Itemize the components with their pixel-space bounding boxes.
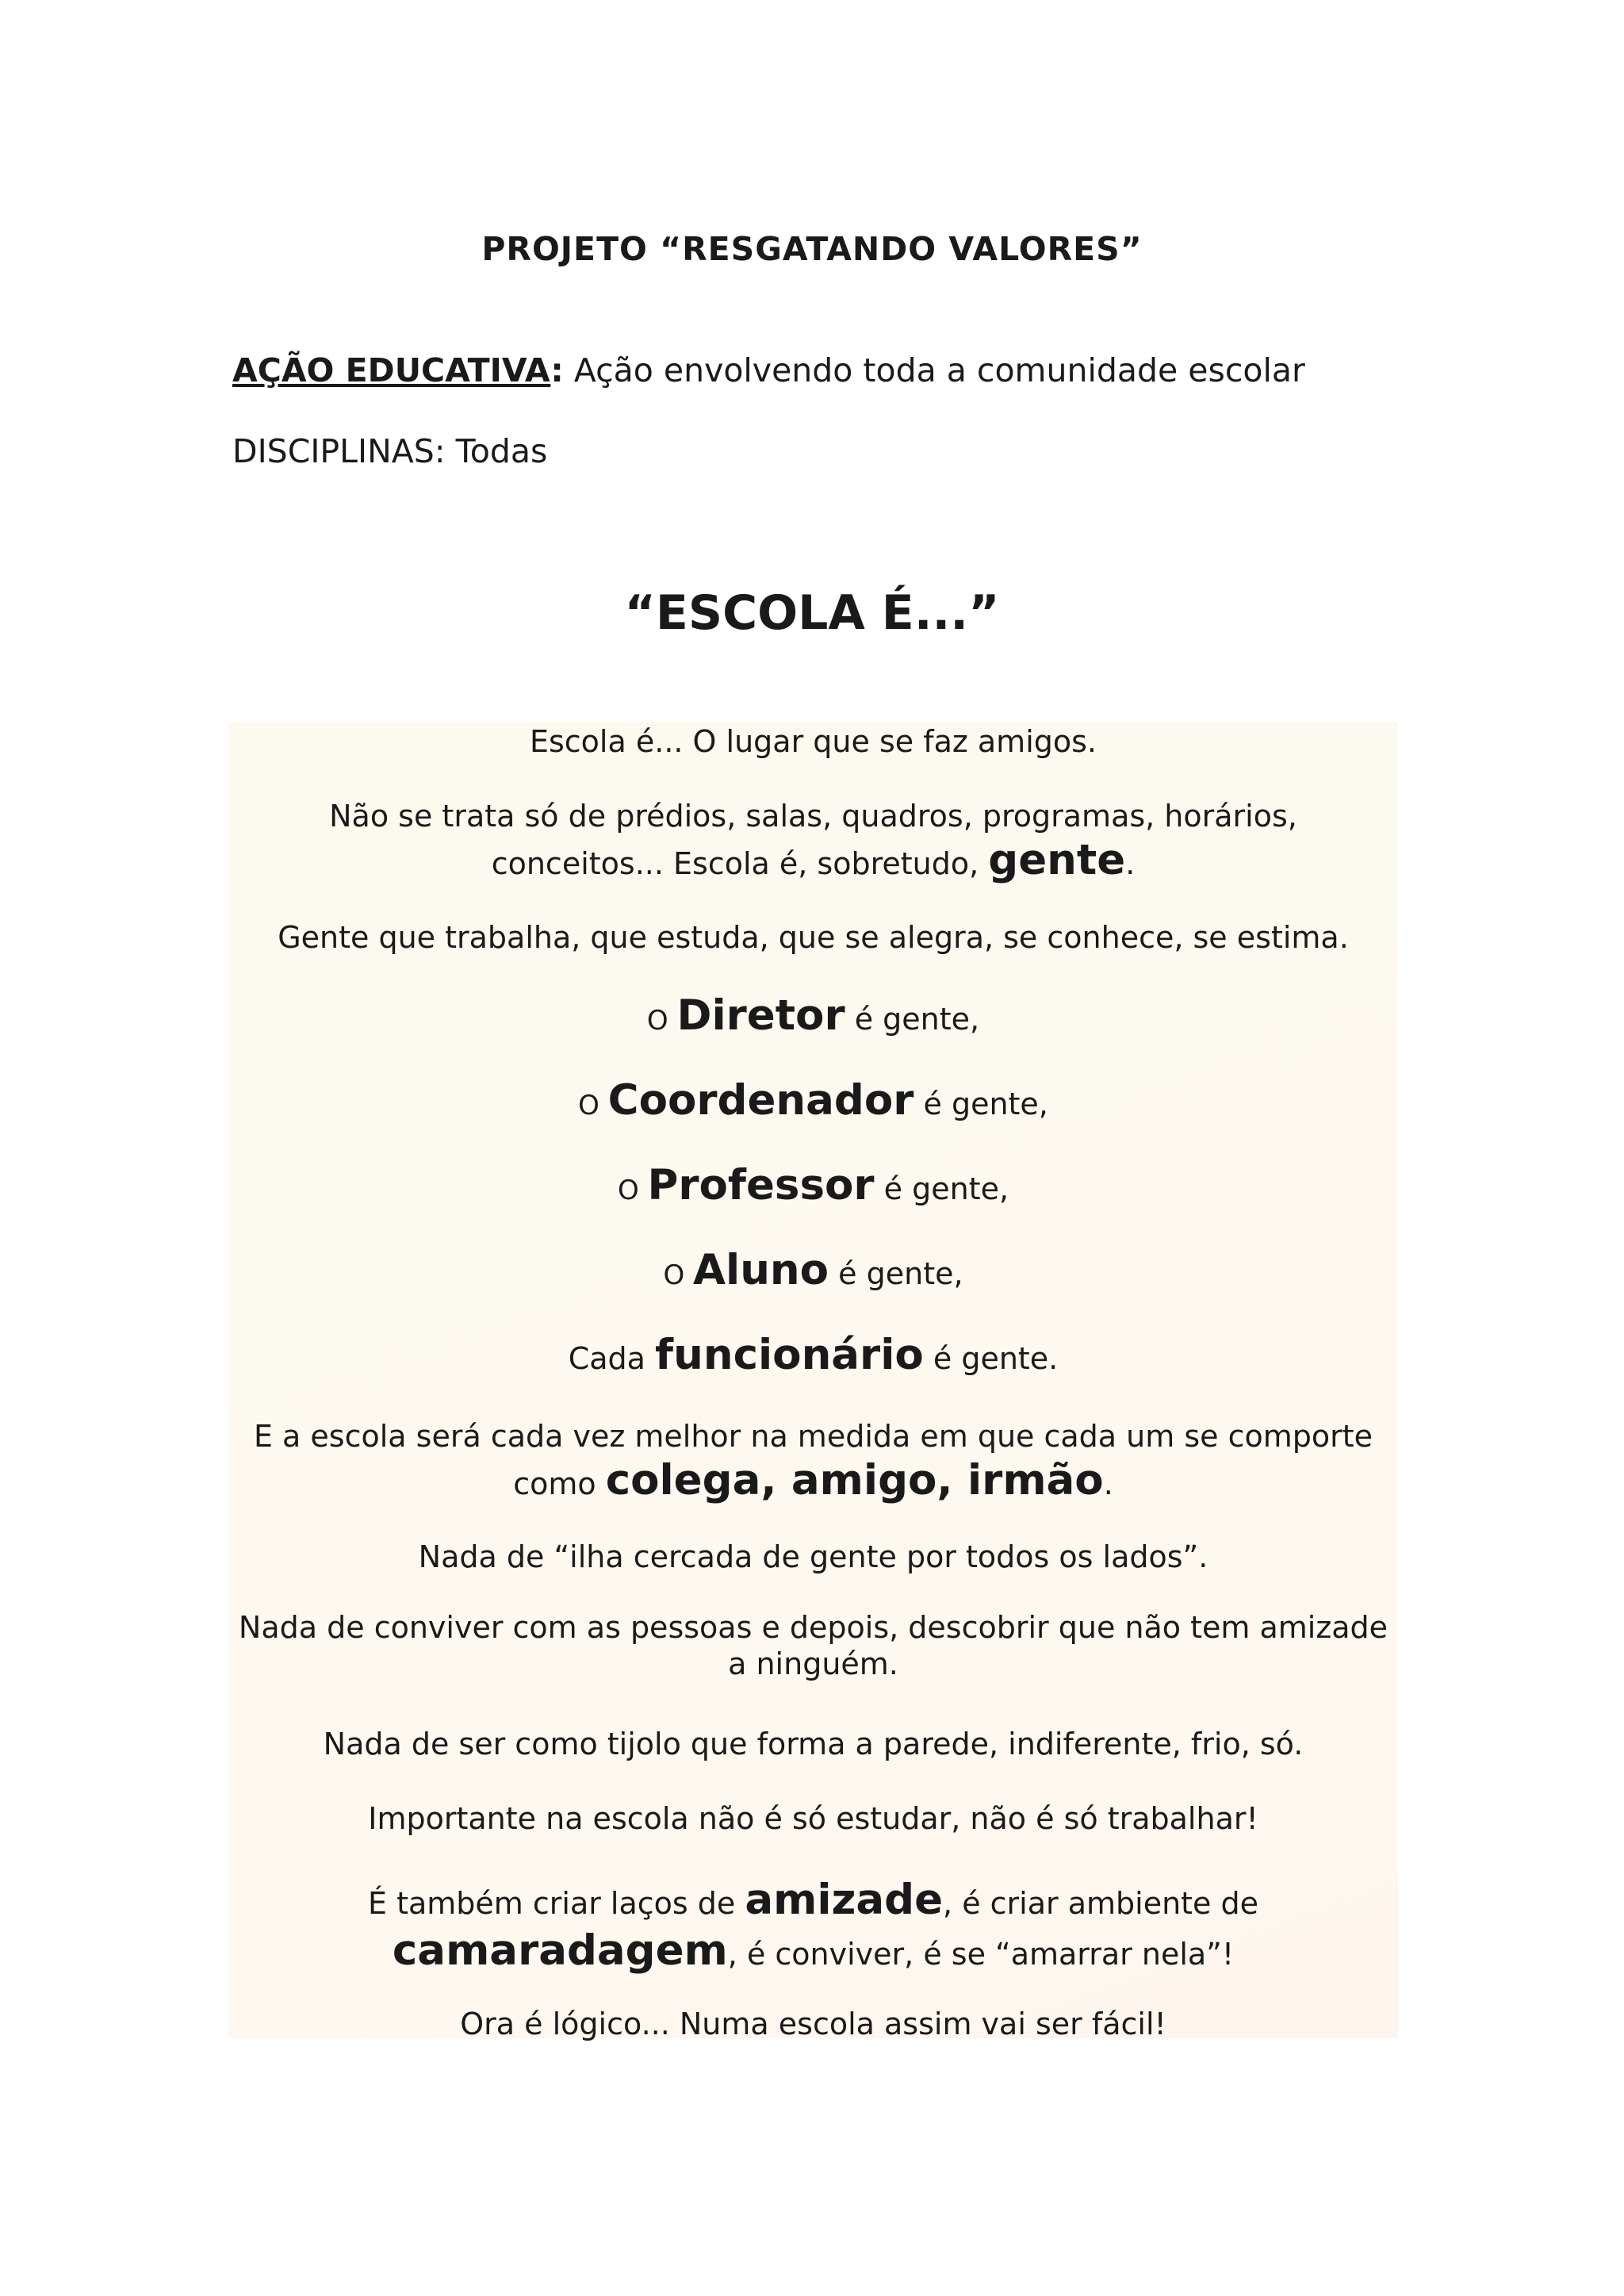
poem-line-3: Gente que trabalha, que estuda, que se alegra, se conhece, se estima. [278, 920, 1349, 955]
disciplinas-line: DISCIPLINAS: Todas [232, 432, 548, 470]
poem-text: O [578, 1090, 608, 1121]
poem-line-1: Escola é... O lugar que se faz amigos. [529, 724, 1097, 759]
poem-line-12: Nada de ser como tijolo que forma a parede, indiferente, frio, só. [323, 1727, 1304, 1761]
poem-line-funcionario [228, 1333, 1398, 1381]
poem-line-14a [228, 1876, 1398, 1927]
poem-text: O [646, 1005, 677, 1037]
poem-line-14b [228, 1927, 1398, 1978]
poem-text: , é criar ambiente de [943, 1886, 1259, 1921]
poem-line-10: Nada de “ilha cercada de gente por todos os lados”. [418, 1539, 1208, 1574]
poem-line-aluno [228, 1248, 1398, 1297]
poem-text: É também criar laços de [367, 1886, 745, 1921]
poem-text: é gente. [923, 1341, 1059, 1376]
poem-line-11b: a ninguém. [728, 1646, 898, 1681]
emphasis-coordenador: Coordenador [607, 1076, 914, 1125]
poem-line-coordenador [228, 1076, 1398, 1128]
poem-text: conceitos... Escola é, sobretudo, [491, 846, 989, 881]
poem-line-11a: Nada de conviver com as pessoas e depois, descobrir que não tem amizade [238, 1610, 1388, 1645]
acao-educativa-label: AÇÃO EDUCATIVA [232, 351, 551, 389]
poem-line-diretor [228, 991, 1398, 1043]
emphasis-diretor: Diretor [676, 991, 845, 1040]
poem-text: O [663, 1259, 694, 1291]
poem-text: O [617, 1175, 648, 1206]
poem-line-2 [228, 794, 1398, 886]
poem-text: é gente, [829, 1256, 963, 1291]
poem-text: , é conviver, é se “amarrar nela”! [727, 1937, 1235, 1972]
poem-line-9 [228, 1414, 1398, 1506]
acao-educativa-line [232, 351, 1305, 389]
emphasis-gente: gente [988, 836, 1126, 884]
poem-line-14 [228, 1876, 1398, 1978]
poem-line-9b [228, 1458, 1398, 1506]
acao-colon: : [550, 351, 564, 389]
page-title: PROJETO “RESGATANDO VALORES” [481, 230, 1143, 268]
poem-line-13: Importante na escola não é só estudar, não é só trabalhar! [368, 1801, 1258, 1836]
poem-text: . [1103, 1466, 1113, 1501]
poem-line-11 [228, 1609, 1398, 1682]
poem-line-2b [228, 838, 1398, 886]
poem-text: é gente, [845, 1002, 980, 1037]
poem-text: é gente, [874, 1171, 1009, 1206]
poem-line-2a: Não se trata só de prédios, salas, quadros, programas, horários, [329, 799, 1297, 834]
emphasis-professor: Professor [647, 1161, 875, 1209]
poem-text: . [1125, 846, 1136, 881]
emphasis-aluno: Aluno [693, 1246, 829, 1294]
poem-line-9a: E a escola será cada vez melhor na medida em que cada um se comporte [253, 1419, 1373, 1454]
poem-line-professor [228, 1163, 1398, 1213]
acao-educativa-text: Ação envolvendo toda a comunidade escolar [563, 351, 1305, 389]
poem-text: é gente, [914, 1087, 1048, 1121]
emphasis-amizade: amizade [745, 1876, 944, 1924]
section-heading: “ESCOLA É...” [624, 585, 1000, 641]
poem-line-15: Ora é lógico... Numa escola assim vai ser fácil! [460, 2007, 1166, 2041]
emphasis-funcionario: funcionário [655, 1331, 924, 1379]
poem-text: como [513, 1466, 606, 1501]
poem-text: Cada [568, 1341, 656, 1376]
emphasis-colega-amigo-irmao: colega, amigo, irmão [605, 1456, 1104, 1504]
emphasis-camaradagem: camaradagem [392, 1926, 728, 1975]
